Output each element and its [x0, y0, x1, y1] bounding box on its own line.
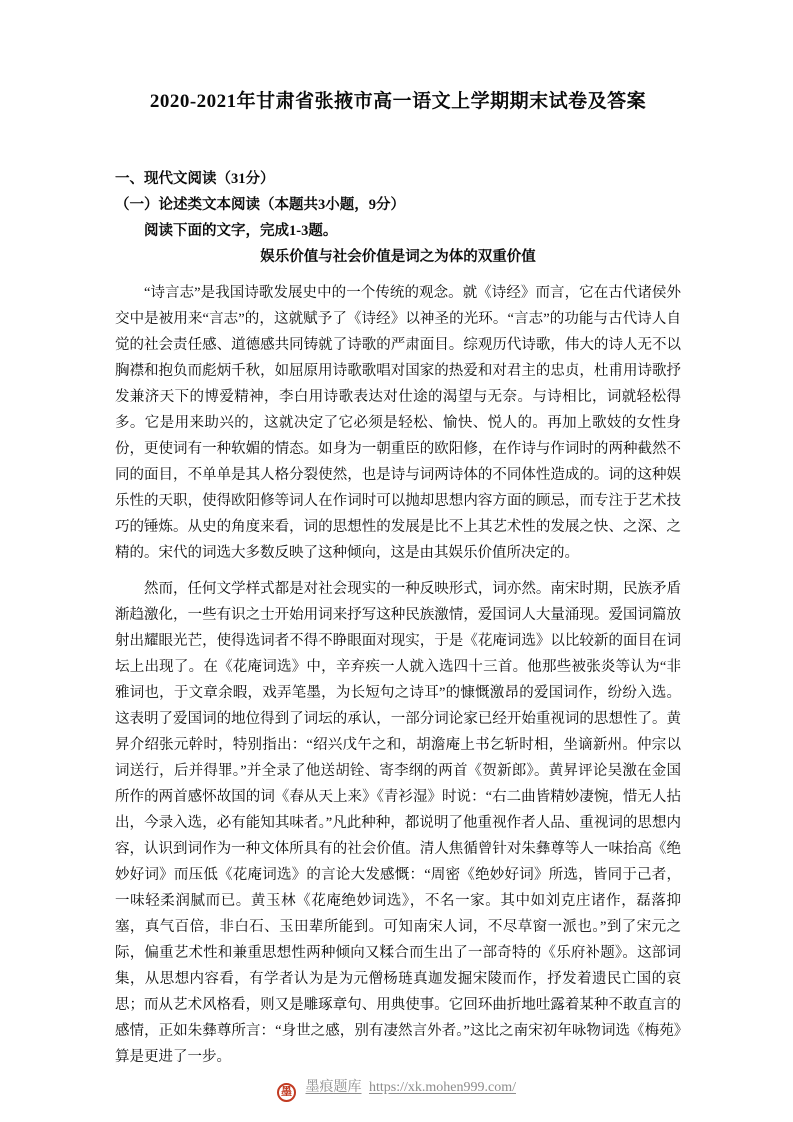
article-paragraph-1: “诗言志”是我国诗歌发展史中的一个传统的观念。就《诗经》而言，它在古代诸侯外交中是被用来“言志”的，这就赋予了《诗经》以神圣的光环。“言志”的功能与古代诗人自觉的社会责任感、道德感共同铸就了诗歌的严肃面目。综观历代诗歌，伟大的诗人无不以胸襟和抱负而彪炳千秋，如屈原用诗歌歌唱对国家的热爱和对君主的忠贞，杜甫用诗歌抒发兼济天下的博爱精神，李白用诗歌表达对仕途的渴望与无奈。与诗相比，词就轻松得多。它是用来助兴的，这就决定了它必须是轻松、愉快、悦人的。再加上歌妓的女性身份，更使词有一种软媚的情态。如身为一朝重臣的欧阳修，在作诗与作词时的两种截然不同的面目，不单单是其人格分裂使然，也是诗与词两诗体的不同体性造成的。词的这种娱乐性的天职，使得欧阳修等词人在作词时可以抛却思想内容方面的顾忌，而专注于艺术技巧的锤炼。从史的角度来看，词的思想性的发展是比不上其艺术性的发展之快、之深、之精的。宋代的词选大多数反映了这种倾向，这是由其娱乐价值所决定的。 — [115, 285, 681, 561]
document-title: 2020-2021年甘肃省张掖市高一语文上学期期末试卷及答案 — [149, 91, 647, 112]
subsection-heading: （一）论述类文本阅读（本题共3小题，9分） — [115, 197, 405, 213]
article-title: 娱乐价值与社会价值是词之为体的双重价值 — [260, 249, 536, 265]
instruction-line: 阅读下面的文字，完成1-3题。 — [144, 223, 338, 239]
footer-site-name: 墨痕题库 — [305, 1080, 362, 1095]
section-heading: 一、现代文阅读（31分） — [115, 171, 275, 187]
mohen-seal-logo-icon: 墨 — [277, 1083, 296, 1102]
page-footer — [0, 1077, 793, 1102]
footer-site-url-link[interactable]: https://xk.mohen999.com/ — [369, 1080, 516, 1095]
article-paragraph-2: 然而，任何文学样式都是对社会现实的一种反映形式，词亦然。南宋时期，民族矛盾渐趋激化，一些有识之士开始用词来抒写这种民族激情，爱国词人大量涌现。爱国词篇放射出耀眼光芒，使得选词者不得不睁眼面对现实，于是《花庵词选》以比较新的面目在词坛上出现了。在《花庵词选》中，辛弃疾一人就入选四十三首。他那些被张炎等认为“非雅词也，于文章余暇，戏弄笔墨，为长短句之诗耳”的慷慨激昂的爱国词作，纷纷入选。这表明了爱国词的地位得到了词坛的承认，一部分词论家已经开始重视词的思想性了。黄昇介绍张元幹时，特别指出：“绍兴戊午之和，胡澹庵上书乞斩时相，坐谪新州。仲宗以词送行，后并得罪。”并全录了他送胡铨、寄李纲的两首《贺新郎》。黄昇评论吴激在金国所作的两首感怀故国的词《春从天上来》《青衫湿》时说：“右二曲皆精妙凄惋，惜无人拈出，今录入选，必有能知其味者。”凡此种种，都说明了他重视作者人品、重视词的思想内容，认识到词作为一种文体所具有的社会价值。清人焦循曾针对朱彝尊等人一味抬高《绝妙好词》而压低《花庵词选》的言论大发感慨：“周密《绝妙好词》所选，皆同于己者，一味轻柔润腻而已。黄玉林《花庵绝妙词选》，不名一家。其中如刘克庄诸作，磊落抑塞，真气百倍，非白石、玉田辈所能到。可知南宋人词，不尽草窗一派也。”到了宋元之际，偏重艺术性和兼重思想性两种倾向又糅合而生出了一部奇特的《乐府补题》。这部词集，从思想内容看，有学者认为是为元僧杨琏真迦发掘宋陵而作，抒发着遗民亡国的哀思；而从艺术风格看，则又是雕琢章句、用典使事。它回环曲折地吐露着某种不敢直言的感情，正如朱彝尊所言：“身世之感，别有凄然言外者。”这比之南宋初年咏物词选《梅苑》算是更进了一步。 — [115, 581, 681, 1065]
document-body — [115, 166, 681, 1070]
